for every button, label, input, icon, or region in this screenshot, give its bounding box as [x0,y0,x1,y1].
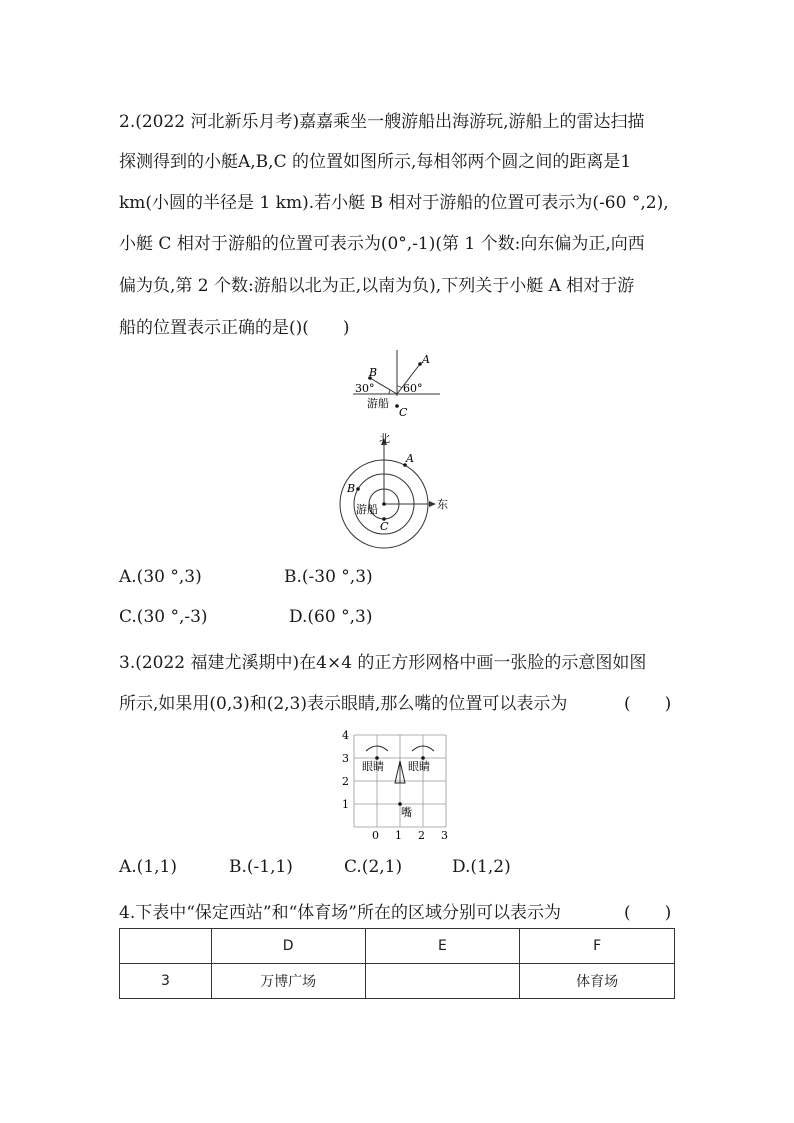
q4-table [119,928,675,999]
q2-line-1: 2.(2022 河北新乐月考)嘉嘉乘坐一艘游船出海游玩,游船上的雷达扫描 [119,112,645,132]
left-eye-label: 眼睛 [362,760,384,773]
q2-line-5: 偏为负,第 2 个数:游船以北为正,以南为负),下列关于小艇 A 相对于游 [119,276,635,296]
table-header-row [120,929,675,964]
table-cell [365,964,520,999]
label-c: C [380,520,389,533]
q2-choice-c[interactable]: C.(30 °,-3) [119,607,208,627]
label-a: A [422,353,430,366]
y-tick-1: 1 [342,798,349,811]
east-arrow-icon [429,501,436,507]
q4-answer-paren: ( ) [624,903,672,923]
q2-line-4: 小艇 C 相对于游船的位置可表示为(0°,-1)(第 1 个数:向东偏为正,向西 [119,234,645,254]
x-tick-1: 1 [395,829,402,839]
table-row [120,964,675,999]
label-a: A [406,452,414,465]
point-b [356,487,360,491]
q3-choice-a[interactable]: A.(1,1) [119,857,177,877]
q3-choice-c[interactable]: C.(2,1) [344,857,403,877]
q2-angle-figure [345,348,445,423]
q2-radar-figure [330,430,460,552]
x-tick-3: 3 [441,829,448,839]
angle-60-label: 60° [403,382,423,395]
table-cell: 体育场 [520,964,675,999]
label-b: B [369,366,378,379]
q3-choice-d[interactable]: D.(1,2) [452,857,511,877]
q2-choice-b[interactable]: B.(-30 °,3) [284,567,373,587]
north-label: 北 [379,432,390,445]
ship-label: 游船 [356,503,378,516]
q2-choice-a[interactable]: A.(30 °,3) [119,567,202,587]
q4-text: 4.下表中“保定西站”和“体育场”所在的区域分别可以表示为 [119,903,561,923]
y-tick-4: 4 [342,729,349,742]
q3-line-2: 所示,如果用(0,3)和(2,3)表示眼睛,那么嘴的位置可以表示为 [119,694,568,714]
q3-answer-paren: ( ) [624,694,672,714]
q2-line-2: 探测得到的小艇A,B,C 的位置如图所示,每相邻两个圆之间的距离是1 [119,152,632,172]
table-cell: 万博广场 [211,964,365,999]
x-tick-0: 0 [372,829,379,839]
ship-label: 游船 [367,397,389,410]
y-tick-2: 2 [342,775,349,788]
q3-line-1: 3.(2022 福建尤溪期中)在4×4 的正方形网格中画一张脸的示意图如图 [119,653,647,673]
label-b: B [347,482,356,495]
q3-choice-b[interactable]: B.(-1,1) [229,857,293,877]
table-cell: 3 [120,964,212,999]
q2-line-6: 船的位置表示正确的是()( ) [119,318,350,338]
q2-choice-d[interactable]: D.(60 °,3) [289,607,373,627]
y-tick-3: 3 [342,752,349,765]
q3-face-grid-figure [340,727,456,839]
q2-line-3: km(小圆的半径是 1 km).若小艇 B 相对于游船的位置可表示为(-60 °,2), [119,193,669,213]
east-label: 东 [437,498,448,511]
table-header-cell: D [211,929,365,964]
table-header-cell: E [365,929,520,964]
right-eye-label: 眼睛 [408,760,430,773]
label-c: C [399,406,408,419]
x-tick-2: 2 [418,829,425,839]
angle-30-label: 30° [355,382,375,395]
mouth-label: 嘴 [401,806,412,819]
table-header-cell: F [520,929,675,964]
table-header-cell [120,929,212,964]
